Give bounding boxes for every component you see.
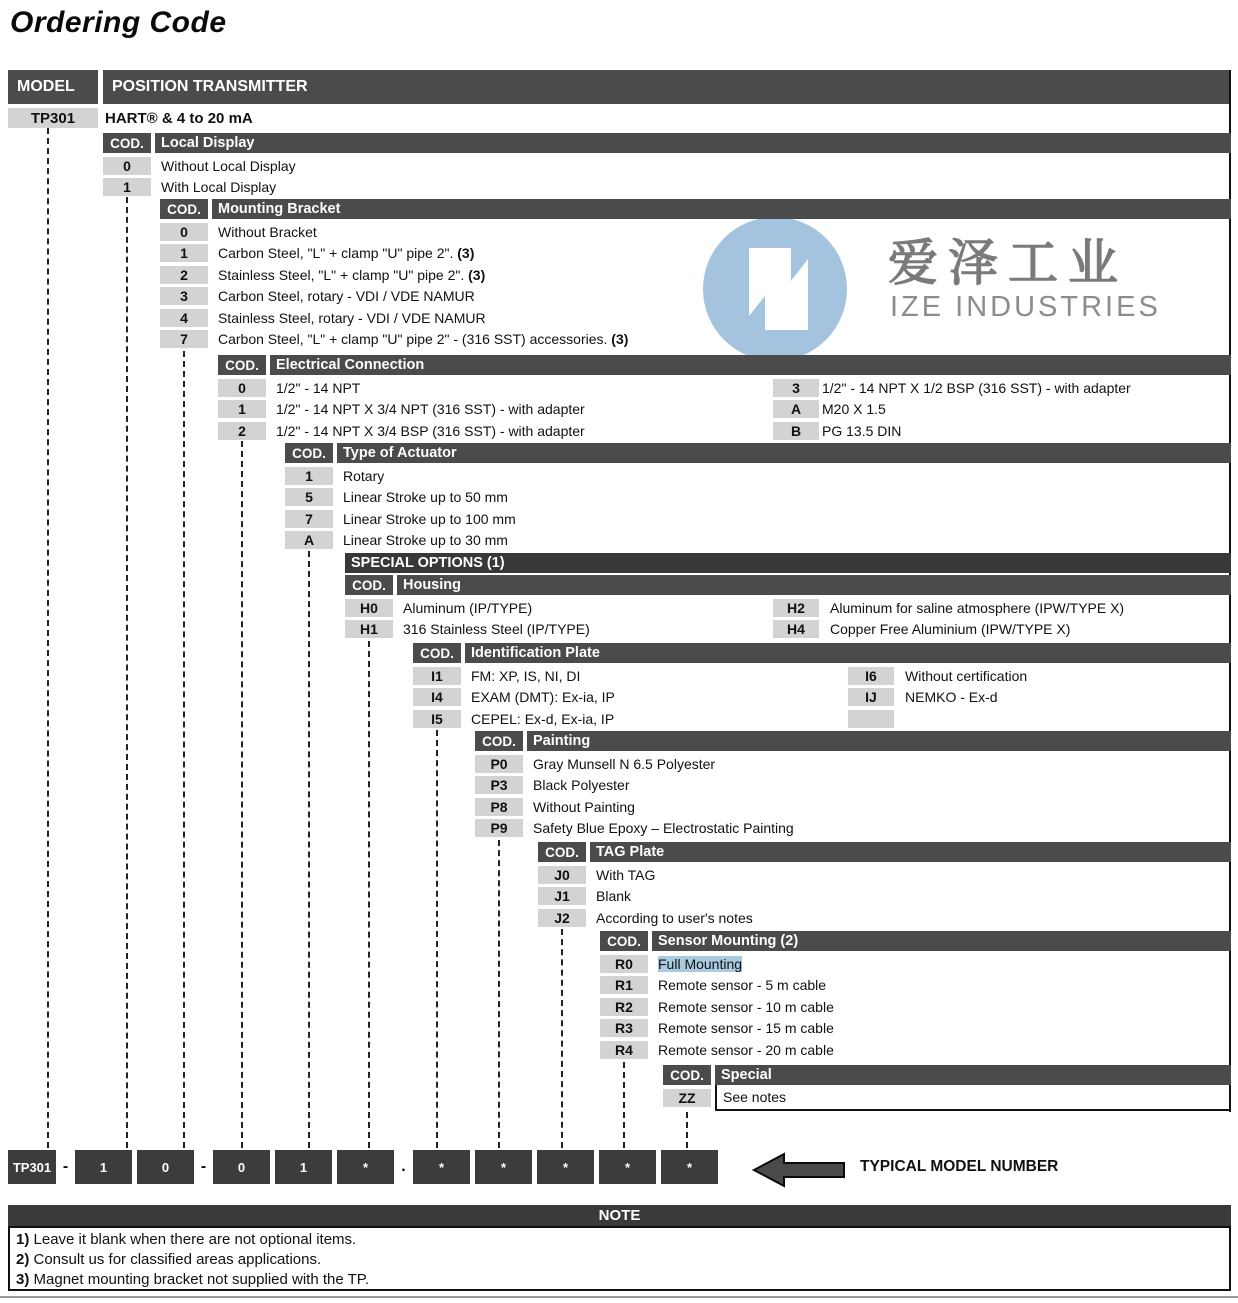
dashed-connector [308, 551, 310, 1148]
model-code-box: 0 [213, 1150, 270, 1184]
section-local-display [103, 133, 1231, 198]
row-description: CEPEL: Ex-d, Ex-ia, IP [471, 710, 615, 727]
code-cell: H1 [345, 620, 393, 638]
model-code-box: * [537, 1150, 594, 1184]
section-mounting-bracket [160, 199, 1231, 350]
option-row [475, 775, 1231, 797]
model-code-box: * [413, 1150, 470, 1184]
row-description: EXAM (DMT): Ex-ia, IP [471, 689, 615, 706]
model-code-box: * [475, 1150, 532, 1184]
product-header-cell [103, 70, 1231, 104]
code-cell: 3 [160, 287, 208, 305]
model-code-box: * [661, 1150, 718, 1184]
code-cell: H2 [773, 599, 819, 617]
section-title: TAG Plate [590, 842, 1231, 862]
option-row [475, 753, 1231, 775]
option-row [103, 155, 1231, 177]
cod-header-cell: COD. [218, 355, 266, 375]
option-row [218, 399, 1231, 421]
row-description: Aluminum (IP/TYPE) [403, 599, 533, 616]
option-row [218, 420, 1231, 442]
model-prefix-box: TP301 [8, 1150, 56, 1184]
cod-header-cell: COD. [103, 133, 151, 153]
row-description: See notes [715, 1085, 1231, 1111]
row-description: 316 Stainless Steel (IP/TYPE) [403, 621, 590, 638]
model-code-box: 1 [275, 1150, 332, 1184]
separator-dash: - [62, 1158, 69, 1175]
code-cell: 1 [218, 400, 266, 418]
option-row [538, 907, 1231, 929]
section-special [663, 1065, 1231, 1113]
row-description: Without Bracket [218, 223, 317, 240]
note-item: 3) Magnet mounting bracket not supplied with the TP. [16, 1271, 369, 1288]
option-row [160, 264, 1231, 286]
code-cell: 0 [218, 379, 266, 397]
dashed-connector [47, 128, 49, 1148]
section-electrical-connection [218, 355, 1231, 442]
model-code-box: 0 [137, 1150, 194, 1184]
option-row [345, 597, 1231, 619]
cod-header-cell: COD. [538, 842, 586, 862]
code-cell: 7 [160, 330, 208, 348]
code-cell: 3 [773, 379, 819, 397]
note-item: 1) Leave it blank when there are not optional items. [16, 1231, 357, 1248]
option-row [160, 286, 1231, 308]
code-cell: I6 [848, 667, 894, 685]
option-row [285, 508, 1231, 530]
code-cell: I5 [413, 710, 461, 728]
row-description: Remote sensor - 20 m cable [658, 1041, 834, 1058]
note-header: NOTE [8, 1205, 1231, 1226]
code-cell: 1 [160, 244, 208, 262]
option-row [160, 243, 1231, 265]
option-row [475, 818, 1231, 840]
code-cell: P3 [475, 776, 523, 794]
model-header-cell [8, 70, 98, 104]
row-description: Without Painting [533, 798, 635, 815]
model-header-label: MODEL [17, 78, 75, 95]
section-title: Painting [527, 731, 1231, 751]
section-housing [345, 575, 1231, 640]
option-row [475, 796, 1231, 818]
code-cell-empty [848, 710, 894, 728]
option-row [345, 619, 1231, 641]
typical-model-number-label: TYPICAL MODEL NUMBER [860, 1158, 1059, 1175]
code-cell: IJ [848, 688, 894, 706]
row-description: According to user's notes [596, 909, 753, 926]
product-header-label: POSITION TRANSMITTER [112, 78, 308, 95]
section-title: Special [715, 1065, 1231, 1085]
cod-header-cell: COD. [663, 1065, 711, 1085]
section-title: Type of Actuator [337, 443, 1231, 463]
row-description: Remote sensor - 10 m cable [658, 998, 834, 1015]
option-row [103, 177, 1231, 199]
code-cell: J0 [538, 866, 586, 884]
option-row [413, 665, 1231, 687]
section-tag-plate [538, 842, 1231, 929]
section-painting [475, 731, 1231, 839]
row-description: M20 X 1.5 [822, 401, 886, 418]
option-row [285, 487, 1231, 509]
row-description: Aluminum for saline atmosphere (IPW/TYPE X) [830, 599, 1125, 616]
row-description: NEMKO - Ex-d [905, 689, 998, 706]
row-description: Without certification [905, 667, 1028, 684]
row-description: Blank [596, 888, 632, 905]
code-cell: I1 [413, 667, 461, 685]
dashed-connector [126, 197, 128, 1148]
code-cell: P8 [475, 798, 523, 816]
dashed-connector [561, 929, 563, 1148]
code-cell: P9 [475, 819, 523, 837]
section-title: Electrical Connection [270, 355, 1231, 375]
row-description: Linear Stroke up to 30 mm [343, 532, 508, 549]
dashed-connector [241, 441, 243, 1148]
option-row [218, 377, 1231, 399]
dashed-connector [436, 730, 438, 1148]
code-cell: H0 [345, 599, 393, 617]
cod-header-cell: COD. [345, 575, 393, 595]
row-description: Safety Blue Epoxy – Electrostatic Painting [533, 820, 794, 837]
cod-header-cell: COD. [475, 731, 523, 751]
row-description: Linear Stroke up to 100 mm [343, 510, 516, 527]
row-description: Copper Free Aluminium (IPW/TYPE X) [830, 621, 1071, 638]
option-row [160, 221, 1231, 243]
code-cell: 0 [103, 157, 151, 175]
cod-header-cell: COD. [160, 199, 208, 219]
code-cell: R4 [600, 1041, 648, 1059]
note-body [8, 1226, 1231, 1291]
row-description: 1/2" - 14 NPT X 3/4 BSP (316 SST) - with adapter [276, 422, 585, 439]
logo-english-text: IZE INDUSTRIES [890, 291, 1161, 323]
section-type-of-actuator [285, 443, 1231, 551]
section-title: Identification Plate [465, 643, 1231, 663]
row-description: With TAG [596, 866, 656, 883]
row-description: Black Polyester [533, 777, 630, 794]
model-code-box: 1 [75, 1150, 132, 1184]
code-cell: A [285, 531, 333, 549]
option-row [538, 864, 1231, 886]
code-cell: R1 [600, 976, 648, 994]
section-title: Local Display [155, 133, 1231, 153]
option-row [285, 465, 1231, 487]
section-identification-plate [413, 643, 1231, 730]
row-description: Rotary [343, 467, 385, 484]
dashed-connector [368, 641, 370, 1148]
special-options-header: SPECIAL OPTIONS (1) [345, 553, 1231, 573]
option-row [600, 1018, 1231, 1040]
row-description: Without Local Display [161, 157, 296, 174]
code-cell: R3 [600, 1019, 648, 1037]
product-description: HART® & 4 to 20 mA [105, 110, 253, 127]
row-description: 1/2" - 14 NPT X 3/4 NPT (316 SST) - with adapter [276, 401, 585, 418]
selected-text-highlight: Full Mounting [658, 955, 743, 972]
typical-model-number-row [8, 1150, 718, 1184]
row-description: FM: XP, IS, NI, DI [471, 667, 581, 684]
code-cell: I4 [413, 688, 461, 706]
dashed-connector [498, 840, 500, 1148]
option-row [160, 329, 1231, 351]
row-description: PG 13.5 DIN [822, 422, 902, 439]
code-cell: A [773, 400, 819, 418]
code-cell: 7 [285, 510, 333, 528]
code-cell: 5 [285, 488, 333, 506]
option-row [413, 687, 1231, 709]
page-title: Ordering Code [10, 6, 227, 39]
cod-header-cell: COD. [600, 931, 648, 951]
option-row [413, 708, 1231, 730]
separator-dot: . [401, 1158, 406, 1175]
separator-dash: - [200, 1158, 207, 1175]
row-description: Carbon Steel, rotary - VDI / VDE NAMUR [218, 288, 475, 305]
option-row [538, 886, 1231, 908]
section-title: Mounting Bracket [212, 199, 1231, 219]
model-code-box: * [599, 1150, 656, 1184]
dashed-connector [183, 351, 185, 1148]
code-cell: 0 [160, 223, 208, 241]
row-description: 1/2" - 14 NPT X 1/2 BSP (316 SST) - with adapter [822, 379, 1131, 396]
row-description: Remote sensor - 5 m cable [658, 977, 827, 994]
row-description: Carbon Steel, "L" + clamp "U" pipe 2" - (316 SST) accessories. (3) [218, 331, 629, 348]
section-title: Housing [397, 575, 1231, 595]
option-row [600, 975, 1231, 997]
dashed-connector [686, 1112, 688, 1148]
code-cell: J2 [538, 909, 586, 927]
note-item: 2) Consult us for classified areas applications. [16, 1251, 322, 1268]
option-row [600, 1039, 1231, 1061]
code-cell: 1 [285, 467, 333, 485]
option-row [160, 307, 1231, 329]
code-cell: P0 [475, 755, 523, 773]
row-description [658, 956, 742, 972]
row-description: Gray Munsell N 6.5 Polyester [533, 755, 716, 772]
page-bottom-border [0, 1296, 1238, 1298]
section-title: Sensor Mounting (2) [652, 931, 1231, 951]
cod-header-cell: COD. [285, 443, 333, 463]
model-code-box: * [337, 1150, 394, 1184]
code-cell: 2 [160, 266, 208, 284]
left-arrow-icon [752, 1151, 847, 1194]
code-cell: J1 [538, 887, 586, 905]
row-description: Remote sensor - 15 m cable [658, 1020, 834, 1037]
row-description: Linear Stroke up to 50 mm [343, 489, 508, 506]
model-code-cell: TP301 [8, 108, 98, 128]
option-row [600, 996, 1231, 1018]
code-cell: R2 [600, 998, 648, 1016]
code-cell: 2 [218, 422, 266, 440]
code-cell: R0 [600, 955, 648, 973]
row-description: Stainless Steel, "L" + clamp "U" pipe 2". (3) [218, 266, 486, 283]
row-description: Carbon Steel, "L" + clamp "U" pipe 2". (3) [218, 245, 475, 262]
code-cell: 1 [103, 178, 151, 196]
code-cell: B [773, 422, 819, 440]
row-description: Stainless Steel, rotary - VDI / VDE NAMUR [218, 309, 486, 326]
dashed-connector [623, 1062, 625, 1148]
option-row [285, 530, 1231, 552]
logo-chinese-text: 爱泽工业 [888, 235, 1128, 291]
code-cell: 4 [160, 309, 208, 327]
code-cell: ZZ [663, 1089, 711, 1107]
option-row [600, 953, 1231, 975]
cod-header-cell: COD. [413, 643, 461, 663]
section-sensor-mounting [600, 931, 1231, 1061]
code-cell: H4 [773, 620, 819, 638]
row-description: 1/2" - 14 NPT [276, 379, 361, 396]
row-description: With Local Display [161, 179, 277, 196]
